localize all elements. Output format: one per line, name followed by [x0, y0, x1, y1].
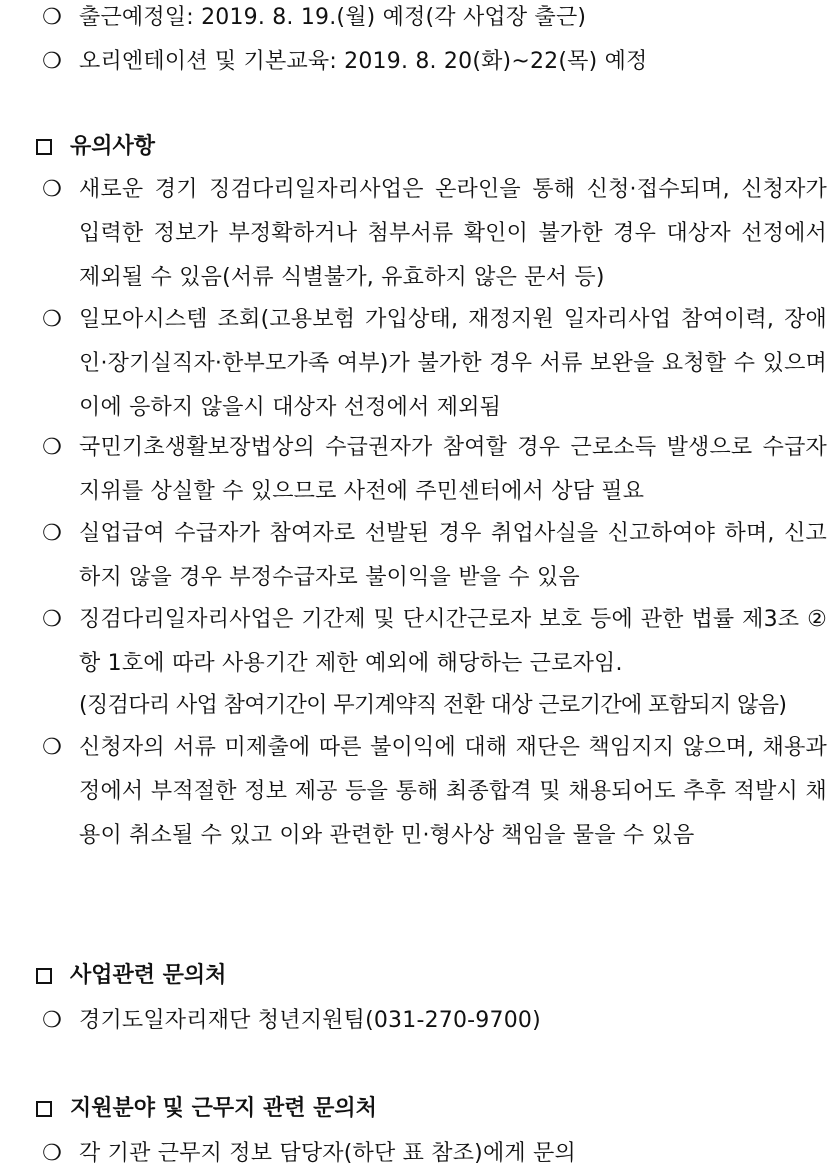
circle-bullet-icon: ❍ — [42, 1141, 62, 1166]
square-bullet-icon — [36, 1101, 52, 1117]
circle-bullet-icon: ❍ — [42, 177, 62, 202]
square-bullet-icon — [36, 139, 52, 155]
caution-text-4: 실업급여 수급자가 참여자로 선발된 경우 취업사실을 신고하여야 하며, 신고하지 않을 경우 부정수급자로 불이익을 받을 수 있음 — [79, 521, 827, 590]
section-title-business-inquiry: 사업관련 문의처 — [70, 963, 227, 988]
section-title-field-inquiry: 지원분야 및 근무지 관련 문의처 — [70, 1096, 377, 1121]
caution-note-text: (징검다리 사업 참여기간이 무기계약직 전환 대상 근로기간에 포함되지 않음) — [79, 693, 787, 718]
caution-text-2: 일모아시스템 조회(고용보험 가입상태, 재정지원 일자리사업 참여이력, 장애인·장기실직자·한부모가족 여부)가 불가한 경우 서류 보완을 요청할 수 있으며 이에 응하지 않을시 대상자 선정에서 제외됨 — [79, 307, 827, 420]
circle-bullet-icon: ❍ — [42, 607, 62, 632]
section-title-cautions: 유의사항 — [70, 134, 156, 159]
circle-bullet-icon: ❍ — [42, 49, 62, 74]
field-inquiry-text: 각 기관 근무지 정보 담당자(하단 표 참조)에게 문의 — [79, 1141, 576, 1166]
orientation-text: 오리엔테이션 및 기본교육: 2019. 8. 20(화)~22(목) 예정 — [79, 49, 648, 74]
circle-bullet-icon: ❍ — [42, 735, 62, 760]
circle-bullet-icon: ❍ — [42, 307, 62, 332]
circle-bullet-icon: ❍ — [42, 521, 62, 546]
square-bullet-icon — [36, 968, 52, 984]
caution-text-3: 국민기초생활보장법상의 수급권자가 참여할 경우 근로소득 발생으로 수급자 지위를 상실할 수 있으므로 사전에 주민센터에서 상담 필요 — [79, 435, 827, 504]
circle-bullet-icon: ❍ — [42, 435, 62, 460]
business-inquiry-text: 경기도일자리재단 청년지원팀(031-270-9700) — [79, 1008, 541, 1033]
caution-text-5: 징검다리일자리사업은 기간제 및 단시간근로자 보호 등에 관한 법률 제3조 ②항 1호에 따라 사용기간 제한 예외에 해당하는 근로자임. — [79, 607, 827, 676]
start-date-text: 출근예정일: 2019. 8. 19.(월) 예정(각 사업장 출근) — [79, 5, 587, 30]
caution-text-1: 새로운 경기 징검다리일자리사업은 온라인을 통해 신청·접수되며, 신청자가 입력한 정보가 부정확하거나 첨부서류 확인이 불가한 경우 대상자 선정에서 제외될 수 있음(서류 식별불가, 유효하지 않은 문서 등) — [79, 177, 827, 290]
circle-bullet-icon: ❍ — [42, 5, 62, 30]
circle-bullet-icon: ❍ — [42, 1008, 62, 1033]
caution-text-6: 신청자의 서류 미제출에 따른 불이익에 대해 재단은 책임지지 않으며, 채용과정에서 부적절한 정보 제공 등을 통해 최종합격 및 채용되어도 추후 적발시 채용이 취소될 수 있고 이와 관련한 민·형사상 책임을 물을 수 있음 — [79, 735, 827, 848]
